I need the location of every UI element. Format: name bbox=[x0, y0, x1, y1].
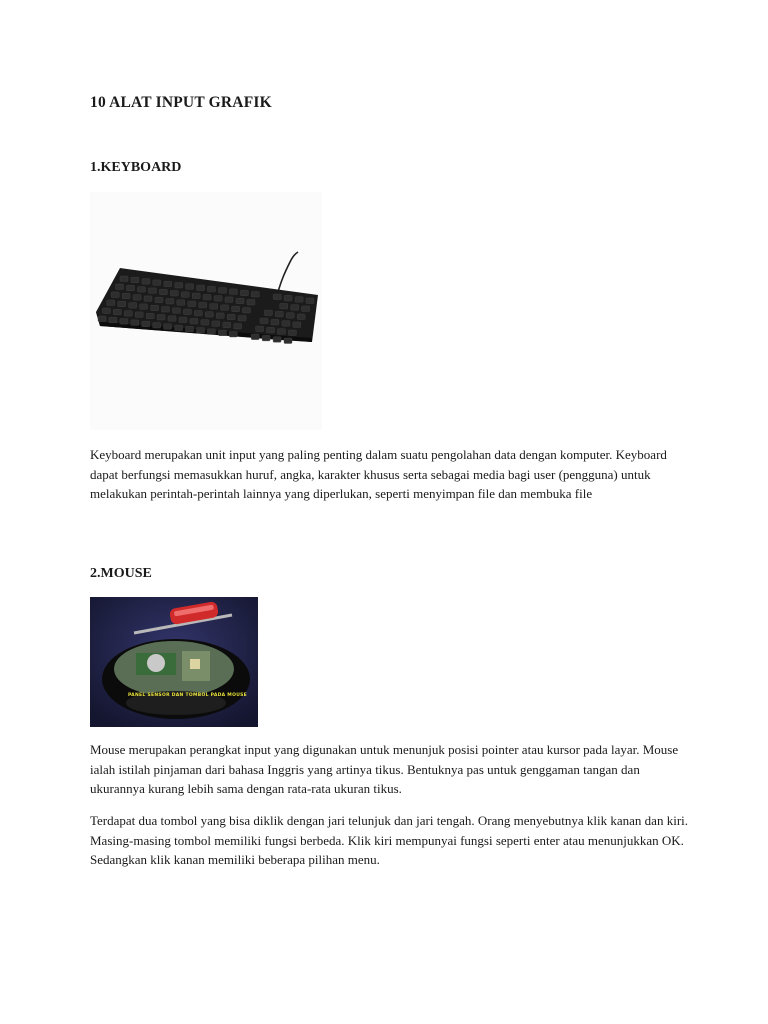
keyboard-photo bbox=[90, 192, 322, 430]
keyboard-key bbox=[148, 288, 156, 294]
keyboard-key bbox=[273, 337, 281, 343]
keyboard-key bbox=[260, 318, 268, 324]
keyboard-key bbox=[293, 322, 301, 328]
keyboard-key bbox=[111, 292, 119, 298]
keyboard-key bbox=[146, 313, 154, 319]
keyboard-key bbox=[284, 295, 292, 301]
keyboard-key bbox=[251, 334, 259, 340]
keyboard-key bbox=[162, 307, 170, 313]
keyboard-key bbox=[166, 299, 174, 305]
keyboard-key bbox=[179, 317, 187, 323]
keyboard-key bbox=[98, 316, 106, 322]
keyboard-key bbox=[113, 309, 121, 315]
keyboard-key bbox=[164, 281, 172, 287]
keyboard-key bbox=[102, 308, 110, 314]
keyboard-key bbox=[251, 292, 259, 298]
keyboard-key bbox=[288, 330, 296, 336]
keyboard-key bbox=[197, 285, 205, 291]
keyboard-key bbox=[210, 304, 218, 310]
keyboard-key bbox=[223, 322, 231, 328]
mouse-paragraph-1: Mouse merupakan perangkat input yang digunakan untuk menunjuk posisi pointer atau kursor pada layar. Mouse ialah istilah pinjaman dari bahasa Inggris yang artinya tikus. Bentuknya pas untuk genggaman tangan dan ukurannya kurang lebih sama dengan rata-rata ukuran tikus. bbox=[90, 742, 679, 796]
keyboard-key bbox=[124, 311, 132, 317]
keyboard-key bbox=[109, 317, 117, 323]
keyboard-key bbox=[120, 276, 128, 282]
mouse-heading: 2.MOUSE bbox=[90, 566, 152, 581]
keyboard-key bbox=[127, 285, 135, 291]
keyboard-key bbox=[159, 289, 167, 295]
keyboard-key bbox=[138, 287, 146, 293]
keyboard-key bbox=[216, 313, 224, 319]
keyboard-key bbox=[118, 301, 126, 307]
keyboard-key bbox=[153, 280, 161, 286]
keyboard-key bbox=[155, 297, 163, 303]
keyboard-key bbox=[227, 314, 235, 320]
keyboard-key bbox=[284, 338, 292, 344]
keyboard-key bbox=[142, 321, 150, 327]
mouse-photo-caption: PANEL SENSOR DAN TOMBOL PADA MOUSE bbox=[128, 693, 248, 698]
keyboard-key bbox=[256, 326, 264, 332]
keyboard-key bbox=[168, 316, 176, 322]
keyboard-key bbox=[120, 319, 128, 325]
keyboard-key bbox=[144, 296, 152, 302]
keyboard-key bbox=[122, 293, 130, 299]
keyboard-key bbox=[203, 294, 211, 300]
keyboard-key bbox=[175, 283, 183, 289]
keyboard-key bbox=[172, 308, 180, 314]
keyboard-key bbox=[142, 279, 150, 285]
keyboard-key bbox=[170, 291, 178, 297]
keyboard-key bbox=[175, 325, 183, 331]
keyboard-key bbox=[186, 326, 194, 332]
keyboard-key bbox=[280, 303, 288, 309]
keyboard-key bbox=[212, 321, 220, 327]
keyboard-key bbox=[236, 298, 244, 304]
keyboard-key bbox=[197, 328, 205, 334]
keyboard-key bbox=[247, 300, 255, 306]
keyboard-key bbox=[229, 289, 237, 295]
keyboard-key bbox=[157, 315, 165, 321]
keyboard-key bbox=[192, 293, 200, 299]
mouse-photo bbox=[90, 597, 258, 727]
document-title: 10 ALAT INPUT GRAFIK bbox=[90, 94, 272, 111]
keyboard-key bbox=[194, 310, 202, 316]
keyboard-key bbox=[208, 286, 216, 292]
keyboard-key bbox=[262, 335, 270, 341]
keyboard-key bbox=[116, 284, 124, 290]
keyboard-key bbox=[107, 300, 115, 306]
keyboard-key bbox=[190, 318, 198, 324]
keyboard-key bbox=[214, 296, 222, 302]
keyboard-key bbox=[264, 310, 272, 316]
keyboard-key bbox=[205, 312, 213, 318]
keyboard-key bbox=[229, 332, 237, 338]
keyboard-key bbox=[243, 308, 251, 314]
keyboard-key bbox=[140, 304, 148, 310]
keyboard-key bbox=[275, 311, 283, 317]
keyboard-key bbox=[133, 295, 141, 301]
keyboard-key bbox=[232, 306, 240, 312]
keyboard-key bbox=[188, 301, 196, 307]
keyboard-key bbox=[273, 294, 281, 300]
keyboard-key bbox=[151, 305, 159, 311]
keyboard-key bbox=[183, 309, 191, 315]
keyboard-key bbox=[219, 288, 227, 294]
keyboard-key bbox=[234, 324, 242, 330]
keyboard-key bbox=[131, 277, 139, 283]
keyboard-key bbox=[181, 292, 189, 298]
keyboard-key bbox=[295, 297, 303, 303]
keyboard-key bbox=[267, 327, 275, 333]
keyboard-key bbox=[278, 329, 286, 335]
keyboard-key bbox=[297, 314, 305, 320]
keyboard-paragraph: Keyboard merupakan unit input yang paling penting dalam suatu pengolahan data dengan komputer. Keyboard dapat berfungsi memasukkan huruf, angka, karakter khusus serta sebagai media bagi user (pengguna) untuk melakukan perintah-perintah lainnya yang diperlukan, seperti menyimpan file dan membuka file bbox=[90, 447, 667, 501]
keyboard-key bbox=[240, 290, 248, 296]
mouse-paragraph-2: Terdapat dua tombol yang bisa diklik dengan jari telunjuk dan jari tengah. Orang menyebutnya klik kanan dan kiri. Masing-masing tombol memiliki fungsi berbeda. Klik kiri mempunyai fungsi seperti enter atau menunjukkan OK. Sedangkan klik kanan memiliki beberapa pilihan menu. bbox=[90, 813, 689, 867]
keyboard-key bbox=[177, 300, 185, 306]
keyboard-key bbox=[225, 297, 233, 303]
keyboard-key bbox=[218, 330, 226, 336]
keyboard-key bbox=[238, 316, 246, 322]
keyboard-heading: 1.KEYBOARD bbox=[90, 160, 182, 175]
keyboard-key bbox=[207, 329, 215, 335]
keyboard-key bbox=[153, 323, 161, 329]
keyboard-key bbox=[282, 321, 290, 327]
keyboard-key bbox=[186, 284, 194, 290]
keyboard-key bbox=[286, 313, 294, 319]
keyboard-key bbox=[135, 312, 143, 318]
keyboard-key bbox=[129, 303, 137, 309]
keyboard-key bbox=[302, 306, 310, 312]
keyboard-key bbox=[306, 298, 314, 304]
keyboard-key bbox=[201, 320, 209, 326]
keyboard-key bbox=[291, 305, 299, 311]
keyboard-key bbox=[221, 305, 229, 311]
keyboard-key bbox=[199, 302, 207, 308]
keyboard-key bbox=[131, 320, 139, 326]
keyboard-key bbox=[271, 319, 279, 325]
keyboard-key bbox=[164, 324, 172, 330]
